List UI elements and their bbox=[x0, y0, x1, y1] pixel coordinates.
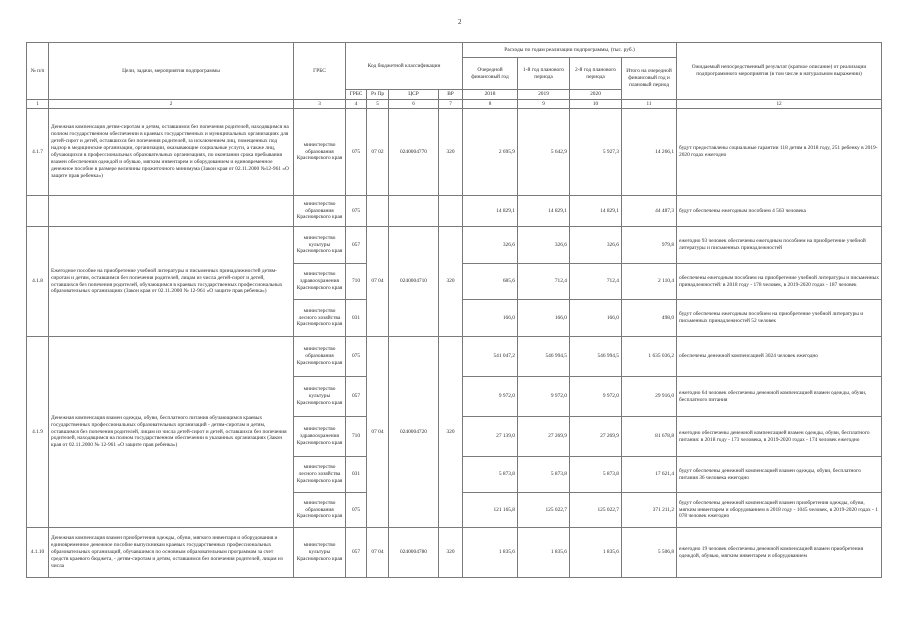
table-body bbox=[27, 109, 882, 578]
row-y3: 5 927,3 bbox=[570, 109, 622, 196]
header-sub-grbs: ГРБС bbox=[346, 90, 367, 100]
row-desc: Денежная компенсация детям-сиротам и детям, оставшимся без попечения родителей, находящимся на полном государственном обеспечении в краевых государственных и муниципальных организациях для детей-сирот и детей, оставшихся без попечения родителей, за исключением лиц, помещенных под надзор в медицинские организации, организации, оказывающие социальные услуги, а также лиц, обучающихся в профессиональных образовательных организациях, по окончании срока пребывания взамен обеспечения одеждой и обувью, мягким инвентарем и оборудованием и единовременное денежное пособие в размере величины прожиточного минимума (Закон края от 02.11.2000 №12-961 «О защите прав ребенка») bbox=[49, 109, 294, 196]
row-y2: 712,4 bbox=[518, 264, 570, 300]
col-index: 5 bbox=[367, 100, 389, 109]
row-y2: 14 829,1 bbox=[518, 196, 570, 227]
header-y2-label: 1-й год планового периода bbox=[518, 58, 570, 90]
header-y1: 2018 bbox=[463, 90, 518, 100]
row-total: 498,0 bbox=[622, 300, 677, 337]
header-y2: 2019 bbox=[518, 90, 570, 100]
row-desc: Денежная компенсация взамен приобретения одежды, обуви, мягкого инвентаря и оборудования и единовременное денежное пособие выпускникам краевых государственных профессиональных образовательных организаций, обучавшимся по основным образовательным программам за счет средств краевого бюджета, - детям-сиротам и детям, оставшимся без попечения родителей, лицам из числа bbox=[49, 528, 294, 578]
page-number: 2 bbox=[458, 18, 462, 26]
row-total: 17 621,4 bbox=[622, 457, 677, 493]
col-index: 2 bbox=[49, 100, 294, 109]
row-grbs-name: министерство культуры Красноярского края bbox=[294, 377, 346, 417]
row-y3: 9 972,0 bbox=[570, 377, 622, 417]
row-grbs-name: министерство образования Красноярского края bbox=[294, 109, 346, 196]
row-result: ежегодно 64 человек обеспечены денежной компенсацией взамен одежды, обуви, бесплатного питания bbox=[677, 377, 882, 417]
row-csr: 0240004720 bbox=[389, 337, 439, 528]
row-result: ежегодно 93 человек обеспечены ежегодным пособием на приобретение учебной литературы и письменных принадлежностей bbox=[677, 227, 882, 264]
row-csr bbox=[389, 196, 439, 227]
row-result: будут обеспечены ежегодным пособием 4 563 человека bbox=[677, 196, 882, 227]
row-vr: 320 bbox=[439, 528, 463, 578]
row-result: ежегодно обеспечены денежной компенсацией взамен одежды, обуви, бесплатного питания: в 2018 году - 173 человека, в 2019-2020 годах - 174 человек ежегодно bbox=[677, 417, 882, 457]
table-row bbox=[27, 109, 882, 196]
row-rz: 07 04 bbox=[367, 528, 389, 578]
row-y2: 326,6 bbox=[518, 227, 570, 264]
row-y2: 546 994,5 bbox=[518, 337, 570, 377]
column-index-row bbox=[27, 100, 882, 109]
col-index: 8 bbox=[463, 100, 518, 109]
header-goals: Цели, задачи, мероприятия подпрограммы bbox=[49, 43, 294, 100]
row-grbs-code: 075 bbox=[346, 337, 367, 377]
row-total: 44 487,3 bbox=[622, 196, 677, 227]
header-budget-code: Код бюджетной классификации bbox=[346, 43, 463, 90]
col-index: 11 bbox=[622, 100, 677, 109]
row-grbs-code: 057 bbox=[346, 227, 367, 264]
row-y3: 14 829,1 bbox=[570, 196, 622, 227]
row-y1: 541 047,2 bbox=[463, 337, 518, 377]
row-y2: 27 269,9 bbox=[518, 417, 570, 457]
row-y1: 121 165,8 bbox=[463, 493, 518, 528]
row-y3: 125 022,7 bbox=[570, 493, 622, 528]
row-grbs-code: 031 bbox=[346, 457, 367, 493]
row-grbs-code: 075 bbox=[346, 109, 367, 196]
row-y2: 5 873,8 bbox=[518, 457, 570, 493]
row-y2: 166,0 bbox=[518, 300, 570, 337]
row-csr: 0240004710 bbox=[389, 227, 439, 337]
row-vr: 320 bbox=[439, 227, 463, 337]
row-csr: 0240004780 bbox=[389, 528, 439, 578]
row-y1: 326,6 bbox=[463, 227, 518, 264]
col-index: 7 bbox=[439, 100, 463, 109]
row-num bbox=[27, 196, 49, 227]
row-grbs-code: 075 bbox=[346, 493, 367, 528]
row-total: 5 506,8 bbox=[622, 528, 677, 578]
row-rz: 07 04 bbox=[367, 227, 389, 337]
row-y1: 166,0 bbox=[463, 300, 518, 337]
header-sub-csr: ЦСР bbox=[389, 90, 439, 100]
row-num: 4.1.7 bbox=[27, 109, 49, 196]
row-grbs-code: 057 bbox=[346, 528, 367, 578]
row-grbs-name: министерство лесного хозяйства Красноярского края bbox=[294, 300, 346, 337]
row-y3: 546 994,5 bbox=[570, 337, 622, 377]
row-total: 14 266,1 bbox=[622, 109, 677, 196]
row-grbs-name: министерство здравоохранения Красноярского края bbox=[294, 264, 346, 300]
row-grbs-code: 710 bbox=[346, 417, 367, 457]
header-y3-label: 2-й год планового периода bbox=[570, 58, 622, 90]
row-grbs-name: министерство культуры Красноярского края bbox=[294, 528, 346, 578]
row-y3: 712,4 bbox=[570, 264, 622, 300]
row-vr bbox=[439, 196, 463, 227]
row-result: обеспечены денежной компенсацией 3024 человек ежегодно bbox=[677, 337, 882, 377]
col-index: 3 bbox=[294, 100, 346, 109]
header-total-label: Итого на очередной финансовый год и плановый период bbox=[622, 58, 677, 100]
row-result: будут обеспечены денежной компенсацией взамен приобретения одежды, обуви, мягким инвентарем и оборудованием в 2018 году - 1045 человек, в 2019-2020 годах - 1 078 человек ежегодно bbox=[677, 493, 882, 528]
row-grbs-code: 031 bbox=[346, 300, 367, 337]
row-total: 29 916,0 bbox=[622, 377, 677, 417]
table-row bbox=[27, 337, 882, 377]
header-y3: 2020 bbox=[570, 90, 622, 100]
row-grbs-code: 057 bbox=[346, 377, 367, 417]
row-num: 4.1.10 bbox=[27, 528, 49, 578]
header-y1-label: Очередной финансовый год bbox=[463, 58, 518, 90]
row-result: обеспечены ежегодным пособием на приобретение учебной литературы и письменных принадлежностей: в 2018 году - 178 человек, в 2019-2020 годах - 187 человек bbox=[677, 264, 882, 300]
row-y2: 5 642,9 bbox=[518, 109, 570, 196]
header-sub-rzpr: Рз Пр bbox=[367, 90, 389, 100]
header-num: № п/п bbox=[27, 43, 49, 100]
row-y3: 5 873,8 bbox=[570, 457, 622, 493]
table-row bbox=[27, 227, 882, 264]
row-desc: Ежегодное пособие на приобретение учебной литературы и письменных принадлежностей детям-сиротам и детям, оставшимся без попечения родителей, лицам из числа детей-сирот и детей, оставшихся без попечения родителей, обучающимся в краевых государственных профессиональных образовательных организациях (Закон края от 02.11.2000 № 12-961 «О защите прав ребенка») bbox=[49, 227, 294, 337]
col-index: 1 bbox=[27, 100, 49, 109]
table-header bbox=[27, 43, 882, 109]
row-rz: 07 02 bbox=[367, 109, 389, 196]
row-grbs-name: министерство образования Красноярского края bbox=[294, 493, 346, 528]
row-y3: 1 835,6 bbox=[570, 528, 622, 578]
row-y1: 9 972,0 bbox=[463, 377, 518, 417]
row-y1: 2 695,9 bbox=[463, 109, 518, 196]
row-result: будут предоставлены социальные гарантии 118 детям в 2018 году, 251 ребенку в 2019-2020 годах ежегодно bbox=[677, 109, 882, 196]
row-total: 1 635 036,2 bbox=[622, 337, 677, 377]
row-rz bbox=[367, 196, 389, 227]
header-result: Ожидаемый непосредственный результат (краткое описание) от реализации подпрограммного мероприятия (в том числе в натуральном выражении) bbox=[677, 43, 882, 100]
row-desc: Денежная компенсация взамен одежды, обуви, бесплатного питания обучающимся краевых государственных профессиональных образовательных организаций - детям-сиротам и детям, оставшимся без попечения родителей, лицам из числа детей-сирот и детей, оставшихся без попечения родителей, находящимся на полном государственном обеспечении в указанных организациях (Закон края от 02.11.2000 № 12-961 «О защите прав ребенка») bbox=[49, 337, 294, 528]
row-rz: 07 04 bbox=[367, 337, 389, 528]
row-result: будут обеспечены денежной компенсацией взамен одежды, обуви, бесплатного питания 36 человека ежегодно bbox=[677, 457, 882, 493]
row-total: 371 211,2 bbox=[622, 493, 677, 528]
row-grbs-code: 710 bbox=[346, 264, 367, 300]
row-vr: 320 bbox=[439, 337, 463, 528]
row-y1: 1 835,6 bbox=[463, 528, 518, 578]
header-expenses: Расходы по годам реализации подпрограммы, (тыс. руб.) bbox=[463, 43, 677, 58]
row-result: ежегодно 19 человек обеспечены денежной компенсацией взамен приобретения одеждой, обувью, мягким инвентарем и оборудованием bbox=[677, 528, 882, 578]
row-total: 2 110,4 bbox=[622, 264, 677, 300]
col-index: 6 bbox=[389, 100, 439, 109]
table-row bbox=[27, 196, 882, 227]
row-y2: 9 972,0 bbox=[518, 377, 570, 417]
row-grbs-name: министерство культуры Красноярского края bbox=[294, 227, 346, 264]
subprogram-table bbox=[26, 42, 882, 578]
row-y1: 27 139,0 bbox=[463, 417, 518, 457]
row-y3: 27 269,9 bbox=[570, 417, 622, 457]
row-num: 4.1.9 bbox=[27, 337, 49, 528]
row-grbs-name: министерство образования Красноярского края bbox=[294, 337, 346, 377]
row-y2: 1 835,6 bbox=[518, 528, 570, 578]
row-grbs-code: 075 bbox=[346, 196, 367, 227]
row-grbs-name: министерство здравоохранения Красноярского края bbox=[294, 417, 346, 457]
row-desc bbox=[49, 196, 294, 227]
row-y1: 5 873,8 bbox=[463, 457, 518, 493]
row-grbs-name: министерство образования Красноярского края bbox=[294, 196, 346, 227]
row-num: 4.1.8 bbox=[27, 227, 49, 337]
header-sub-vr: ВР bbox=[439, 90, 463, 100]
row-y2: 125 022,7 bbox=[518, 493, 570, 528]
row-grbs-name: министерство лесного хозяйства Красноярского края bbox=[294, 457, 346, 493]
col-index: 12 bbox=[677, 100, 882, 109]
row-total: 81 678,8 bbox=[622, 417, 677, 457]
row-csr: 0240004770 bbox=[389, 109, 439, 196]
table-row bbox=[27, 528, 882, 578]
header-grbs: ГРБС bbox=[294, 43, 346, 100]
row-y1: 14 829,1 bbox=[463, 196, 518, 227]
row-result: будут обеспечены ежегодным пособием на приобретение учебной литературы и письменных принадлежностей 52 человек bbox=[677, 300, 882, 337]
row-vr: 320 bbox=[439, 109, 463, 196]
row-y1: 685,6 bbox=[463, 264, 518, 300]
col-index: 9 bbox=[518, 100, 570, 109]
col-index: 10 bbox=[570, 100, 622, 109]
row-y3: 166,0 bbox=[570, 300, 622, 337]
row-total: 979,8 bbox=[622, 227, 677, 264]
row-y3: 326,6 bbox=[570, 227, 622, 264]
col-index: 4 bbox=[346, 100, 367, 109]
